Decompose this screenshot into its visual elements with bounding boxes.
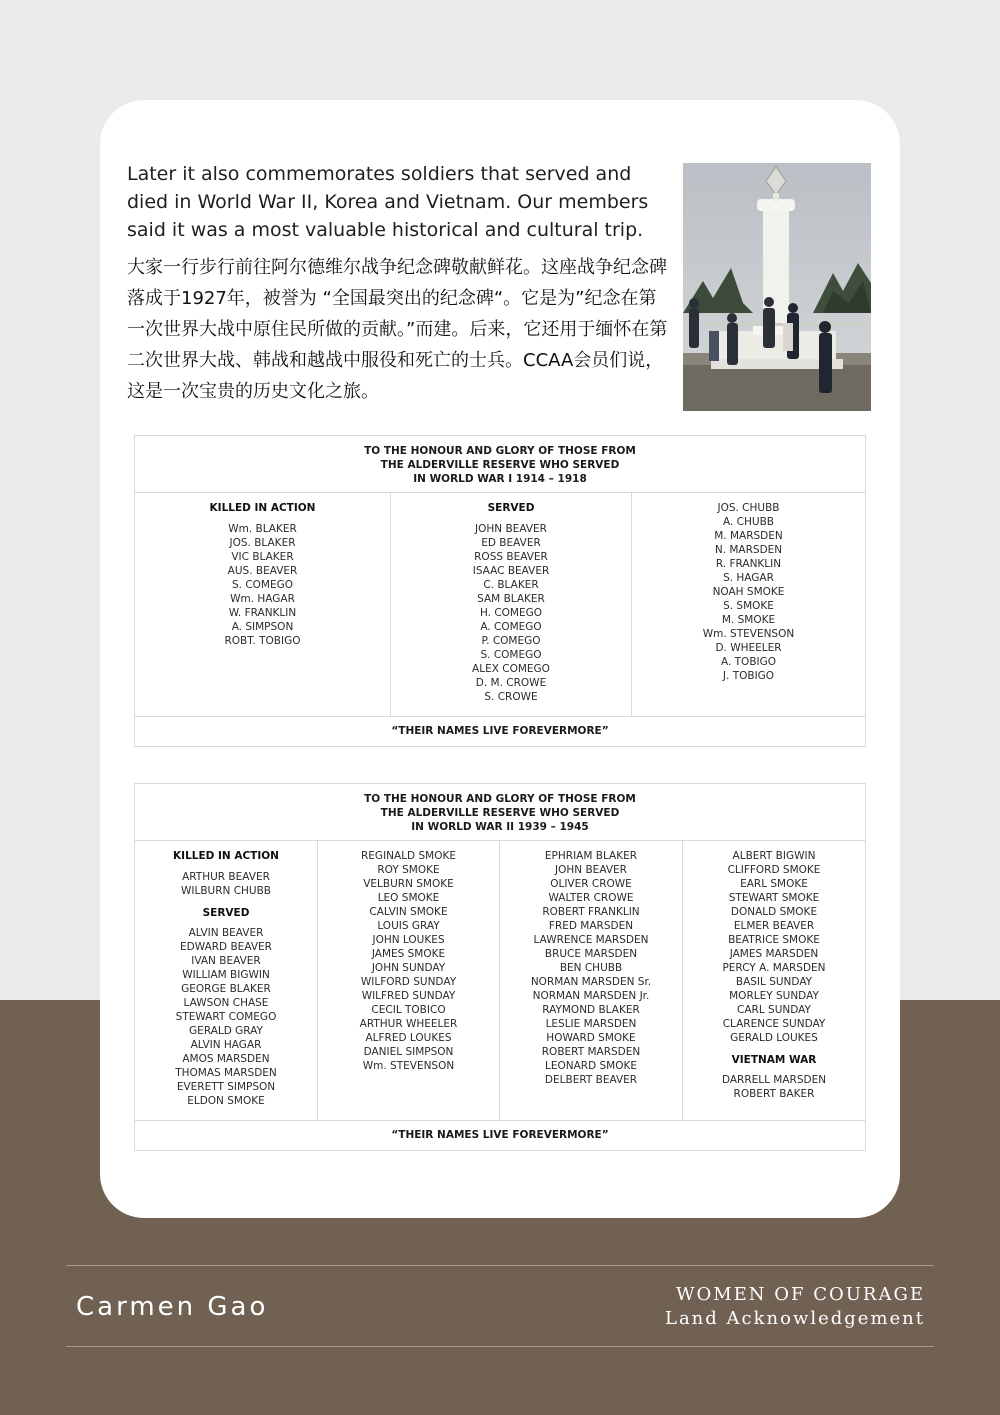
name-entry: WILFRED SUNDAY bbox=[361, 990, 456, 1002]
intro-text bbox=[127, 160, 672, 407]
name-entry: LOUIS GRAY bbox=[377, 920, 440, 932]
header-line: THE ALDERVILLE RESERVE WHO SERVED bbox=[380, 459, 620, 471]
name-list bbox=[391, 522, 631, 704]
name-entry: ARTHUR BEAVER bbox=[182, 871, 270, 883]
name-entry: REGINALD SMOKE bbox=[361, 850, 456, 862]
name-entry: S. SMOKE bbox=[723, 600, 774, 612]
name-entry: NORMAN MARSDEN Jr. bbox=[532, 990, 650, 1002]
name-entry: GERALD LOUKES bbox=[730, 1032, 818, 1044]
name-entry: A. CHUBB bbox=[723, 516, 774, 528]
name-entry: CLARENCE SUNDAY bbox=[722, 1018, 826, 1030]
name-entry: ALBERT BIGWIN bbox=[732, 850, 816, 862]
name-entry: JOS. BLAKER bbox=[229, 537, 296, 549]
memorial-ww1 bbox=[134, 435, 866, 747]
ww2-column-1 bbox=[135, 841, 318, 1120]
name-entry: ROBERT FRANKLIN bbox=[542, 906, 640, 918]
name-entry: P. COMEGO bbox=[481, 635, 541, 647]
name-entry: STEWART COMEGO bbox=[175, 1011, 277, 1023]
killed-in-action-label: KILLED IN ACTION bbox=[173, 850, 279, 862]
name-list bbox=[500, 849, 682, 1087]
memorial-ww2 bbox=[134, 783, 866, 1151]
name-entry: EVERETT SIMPSON bbox=[176, 1081, 276, 1093]
served-label: SERVED bbox=[202, 907, 250, 919]
name-entry: WILFORD SUNDAY bbox=[360, 976, 457, 988]
name-entry: A. SIMPSON bbox=[231, 621, 294, 633]
name-entry: R. FRANKLIN bbox=[715, 558, 782, 570]
name-entry: THOMAS MARSDEN bbox=[175, 1067, 277, 1079]
name-entry: J. TOBIGO bbox=[722, 670, 775, 682]
name-entry: ED BEAVER bbox=[481, 537, 541, 549]
name-entry: VELBURN SMOKE bbox=[363, 878, 454, 890]
name-entry: H. COMEGO bbox=[479, 607, 543, 619]
name-entry: JOHN LOUKES bbox=[372, 934, 445, 946]
name-entry: AMOS MARSDEN bbox=[182, 1053, 270, 1065]
memorial-footer: “THEIR NAMES LIVE FOREVERMORE” bbox=[391, 725, 609, 737]
ww1-killed-column bbox=[135, 493, 391, 716]
name-entry: Wm. BLAKER bbox=[228, 523, 297, 535]
name-list bbox=[135, 926, 317, 1108]
name-entry: LAWRENCE MARSDEN bbox=[533, 934, 649, 946]
name-entry: N. MARSDEN bbox=[714, 544, 783, 556]
name-entry: WILLIAM BIGWIN bbox=[182, 969, 270, 981]
header-line: IN WORLD WAR II 1939 – 1945 bbox=[411, 821, 589, 833]
name-entry: M. MARSDEN bbox=[714, 530, 783, 542]
series-subtitle: Land Acknowledgement bbox=[665, 1308, 925, 1329]
memorial-ww1-header bbox=[135, 436, 865, 493]
name-entry: LEONARD SMOKE bbox=[544, 1060, 637, 1072]
memorial-ww2-header bbox=[135, 784, 865, 841]
name-entry: GERALD GRAY bbox=[189, 1025, 263, 1037]
name-entry: HOWARD SMOKE bbox=[546, 1032, 636, 1044]
name-entry: JOS. CHUBB bbox=[717, 502, 780, 514]
name-entry: BEN CHUBB bbox=[559, 962, 623, 974]
name-entry: DARRELL MARSDEN bbox=[721, 1074, 827, 1086]
ww1-served-column bbox=[391, 493, 632, 716]
name-entry: GEORGE BLAKER bbox=[181, 983, 271, 995]
name-entry: ARTHUR WHEELER bbox=[359, 1018, 458, 1030]
name-entry: S. CROWE bbox=[484, 691, 538, 703]
name-entry: JOHN BEAVER bbox=[475, 523, 547, 535]
name-entry: IVAN BEAVER bbox=[191, 955, 261, 967]
name-entry: W. FRANKLIN bbox=[228, 607, 297, 619]
name-entry: NOAH SMOKE bbox=[712, 586, 785, 598]
name-entry: EPHRIAM BLAKER bbox=[544, 850, 638, 862]
name-entry: ELMER BEAVER bbox=[733, 920, 815, 932]
vietnam-war-label: VIETNAM WAR bbox=[731, 1054, 817, 1066]
name-entry: ALVIN BEAVER bbox=[188, 927, 264, 939]
series-title: WOMEN OF COURAGE bbox=[675, 1284, 925, 1305]
memorial-footer: “THEIR NAMES LIVE FOREVERMORE” bbox=[391, 1129, 609, 1141]
name-entry: C. BLAKER bbox=[483, 579, 539, 591]
name-entry: JAMES SMOKE bbox=[371, 948, 446, 960]
name-entry: M. SMOKE bbox=[721, 614, 776, 626]
name-entry: Wm. STEVENSON bbox=[362, 1060, 455, 1072]
name-entry: BASIL SUNDAY bbox=[735, 976, 813, 988]
name-entry: ALEX COMEGO bbox=[472, 663, 550, 675]
name-entry: D. WHEELER bbox=[715, 642, 782, 654]
memorial-photo bbox=[683, 163, 871, 411]
name-entry: BEATRICE SMOKE bbox=[728, 934, 820, 946]
name-entry: CLIFFORD SMOKE bbox=[727, 864, 821, 876]
name-entry: STEWART SMOKE bbox=[728, 892, 820, 904]
name-entry: ELDON SMOKE bbox=[187, 1095, 265, 1107]
header-line: TO THE HONOUR AND GLORY OF THOSE FROM bbox=[364, 445, 636, 457]
served-label: SERVED bbox=[487, 502, 535, 514]
header-line: IN WORLD WAR I 1914 – 1918 bbox=[413, 473, 587, 485]
name-entry: ROSS BEAVER bbox=[474, 551, 548, 563]
name-entry: Wm. HAGAR bbox=[230, 593, 295, 605]
ww2-column-4 bbox=[683, 841, 865, 1120]
name-entry: DONALD SMOKE bbox=[730, 906, 818, 918]
name-entry: LESLIE MARSDEN bbox=[545, 1018, 637, 1030]
name-entry: ALVIN HAGAR bbox=[190, 1039, 262, 1051]
name-entry: FRED MARSDEN bbox=[548, 920, 634, 932]
content-card bbox=[100, 100, 900, 1218]
name-entry: ALFRED LOUKES bbox=[365, 1032, 452, 1044]
name-entry: Wm. STEVENSON bbox=[702, 628, 795, 640]
name-entry: NORMAN MARSDEN Sr. bbox=[530, 976, 652, 988]
name-entry: PERCY A. MARSDEN bbox=[722, 962, 826, 974]
name-entry: JOHN BEAVER bbox=[555, 864, 627, 876]
name-list bbox=[318, 849, 499, 1073]
name-entry: ROBT. TOBIGO bbox=[224, 635, 301, 647]
name-entry: VIC BLAKER bbox=[231, 551, 294, 563]
name-list bbox=[135, 522, 390, 648]
chinese-paragraph: 大家一行步行前往阿尔德维尔战争纪念碑敬献鲜花。这座战争纪念碑落成于1927年，被誉为 “全国最突出的纪念碑“。它是为”纪念在第一次世界大战中原住民所做的贡献。”而建。后来，它还用于缅怀在第二次世界大战、韩战和越战中服役和死亡的士兵。CCAA会员们说，这是一次宝贵的历史文化之旅。 bbox=[127, 257, 668, 402]
name-entry: CALVIN SMOKE bbox=[369, 906, 448, 918]
name-entry: JAMES MARSDEN bbox=[729, 948, 819, 960]
name-entry: ROY SMOKE bbox=[377, 864, 440, 876]
name-entry: JOHN SUNDAY bbox=[371, 962, 446, 974]
name-list bbox=[135, 870, 317, 898]
name-entry: DANIEL SIMPSON bbox=[363, 1046, 454, 1058]
name-entry: AUS. BEAVER bbox=[227, 565, 298, 577]
name-entry: WILBURN CHUBB bbox=[180, 885, 272, 897]
name-list bbox=[632, 501, 865, 683]
name-entry: S. HAGAR bbox=[723, 572, 774, 584]
footer-divider-top bbox=[66, 1265, 934, 1266]
name-entry: EARL SMOKE bbox=[740, 878, 808, 890]
name-entry: ROBERT MARSDEN bbox=[541, 1046, 641, 1058]
series-block bbox=[665, 1284, 925, 1332]
header-line: TO THE HONOUR AND GLORY OF THOSE FROM bbox=[364, 793, 636, 805]
name-entry: ISAAC BEAVER bbox=[472, 565, 550, 577]
name-entry: S. COMEGO bbox=[231, 579, 294, 591]
name-list bbox=[683, 849, 865, 1045]
name-entry: ROBERT BAKER bbox=[733, 1088, 815, 1100]
name-entry: CECIL TOBICO bbox=[371, 1004, 446, 1016]
killed-in-action-label: KILLED IN ACTION bbox=[209, 502, 316, 514]
name-entry: LEO SMOKE bbox=[377, 892, 440, 904]
ww2-column-2 bbox=[318, 841, 500, 1120]
name-entry: SAM BLAKER bbox=[477, 593, 545, 605]
name-entry: A. COMEGO bbox=[480, 621, 542, 633]
header-line: THE ALDERVILLE RESERVE WHO SERVED bbox=[380, 807, 620, 819]
name-entry: D. M. CROWE bbox=[475, 677, 547, 689]
name-entry: EDWARD BEAVER bbox=[180, 941, 272, 953]
name-entry: LAWSON CHASE bbox=[183, 997, 269, 1009]
name-entry: BRUCE MARSDEN bbox=[544, 948, 638, 960]
name-entry: RAYMOND BLAKER bbox=[542, 1004, 640, 1016]
name-entry: MORLEY SUNDAY bbox=[729, 990, 819, 1002]
ww1-served-column-2 bbox=[632, 493, 865, 716]
name-entry: A. TOBIGO bbox=[720, 656, 777, 668]
name-entry: DELBERT BEAVER bbox=[544, 1074, 638, 1086]
name-entry: OLIVER CROWE bbox=[550, 878, 632, 890]
footer-divider-bottom bbox=[66, 1346, 934, 1347]
english-paragraph: Later it also commemorates soldiers that served and died in World War II, Korea and Vietnam. Our members said it was a most valuable historical and cultural trip. bbox=[127, 163, 649, 241]
name-entry: WALTER CROWE bbox=[548, 892, 634, 904]
name-entry: S. COMEGO bbox=[480, 649, 542, 661]
name-list bbox=[683, 1073, 865, 1101]
ww2-column-3 bbox=[500, 841, 683, 1120]
name-entry: CARL SUNDAY bbox=[737, 1004, 811, 1016]
author-name: Carmen Gao bbox=[76, 1292, 269, 1322]
